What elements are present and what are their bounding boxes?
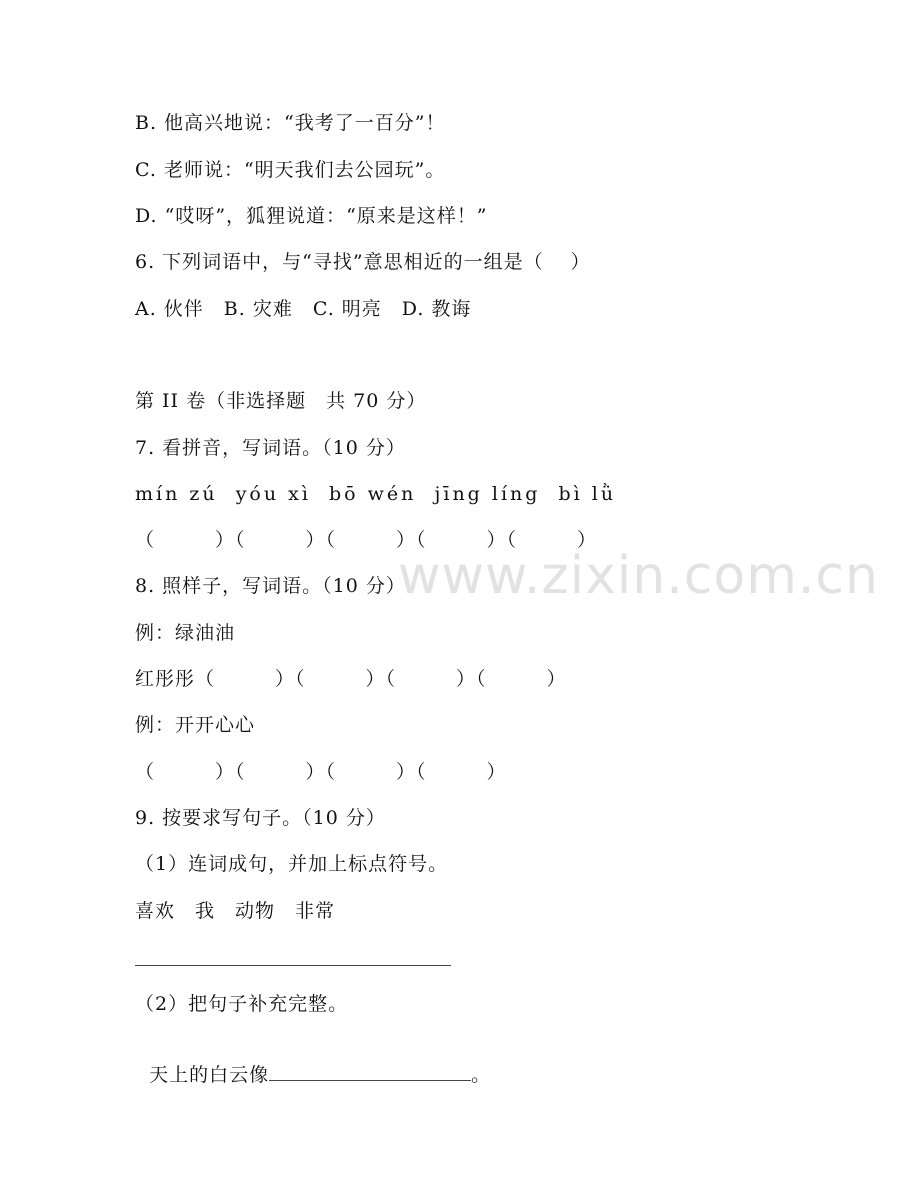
- question-9-part-2: （2）把句子补充完整。: [135, 993, 349, 1015]
- question-6-options: A. 伙伴 B. 灾难 C. 明亮 D. 教诲: [135, 298, 472, 320]
- question-5-option-c: C. 老师说：“明天我们去公园玩”。: [135, 159, 446, 181]
- question-9-part-1: （1）连词成句，并加上标点符号。: [135, 853, 449, 875]
- sentence-blank[interactable]: [269, 1062, 471, 1081]
- sentence-end: 。: [471, 1064, 492, 1086]
- question-8-example-2: 例：开开心心: [135, 714, 256, 736]
- section-2-heading: 第 II 卷（非选择题 共 70 分）: [135, 390, 427, 412]
- question-8-row-2: （ ）（ ）（ ）（ ）: [135, 761, 507, 783]
- question-5-option-d: D. “哎呀”，狐狸说道：“原来是这样！”: [135, 205, 488, 227]
- question-5-option-b: B. 他高兴地说：“我考了一百分”！: [135, 112, 446, 134]
- question-8-example-1: 例：绿油油: [135, 622, 236, 644]
- question-9-sentence: [135, 1038, 491, 1087]
- question-9: 9. 按要求写句子。（10 分）: [135, 807, 386, 829]
- question-8-row-1: 红彤彤（ ）（ ）（ ）（ ）: [135, 668, 567, 690]
- question-6: 6. 下列词语中，与“寻找”意思相近的一组是（ ）: [135, 251, 591, 273]
- question-7-pinyin: mín zú yóu xì bō wén jīng líng bì lǜ: [135, 483, 617, 505]
- question-8: 8. 照样子，写词语。（10 分）: [135, 575, 406, 597]
- answer-line[interactable]: [135, 965, 451, 966]
- sentence-start: 天上的白云像: [149, 1064, 270, 1086]
- question-7: 7. 看拼音，写词语。（10 分）: [135, 437, 406, 459]
- watermark: www.zixin.com.cn: [398, 546, 879, 606]
- question-9-words: 喜欢 我 动物 非常: [135, 900, 336, 922]
- question-7-blanks: （ ）（ ）（ ）（ ）（ ）: [135, 529, 598, 551]
